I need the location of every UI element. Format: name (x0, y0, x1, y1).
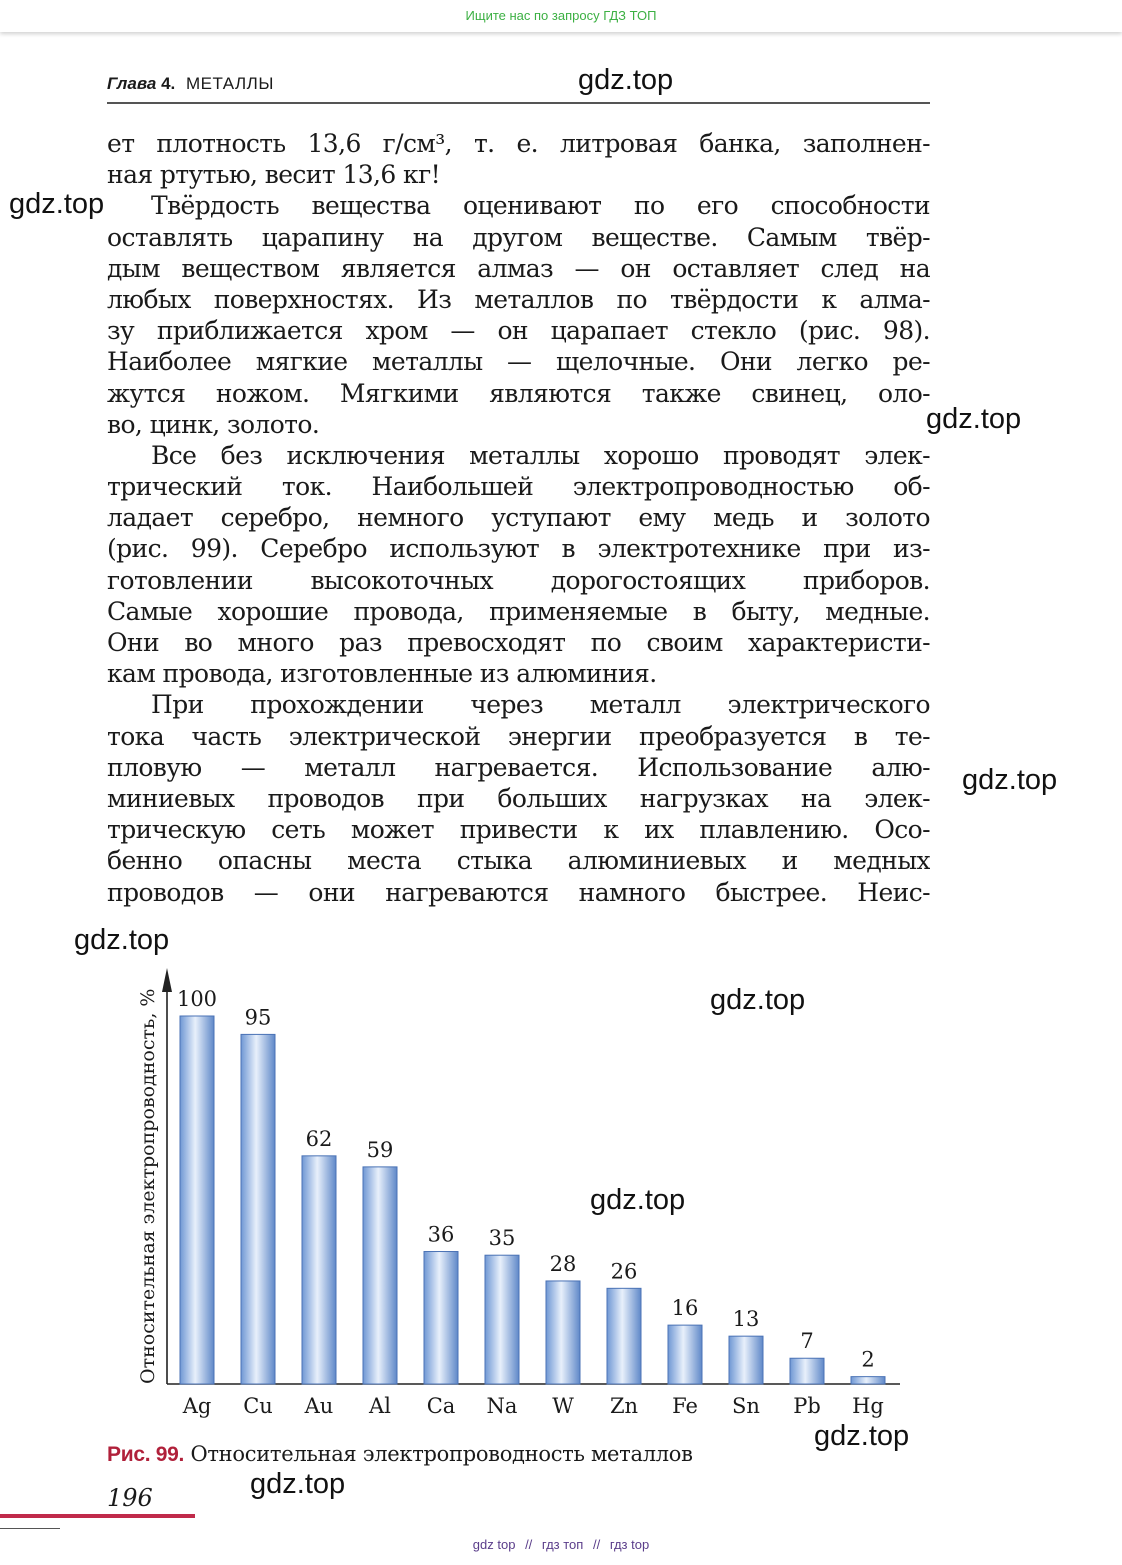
y-axis-arrow (162, 968, 172, 992)
footer-item: гдз top (609, 1537, 650, 1552)
page-number-rule (0, 1514, 195, 1518)
data-label-w: 28 (549, 1251, 577, 1276)
text-line: пловую — металл нагревается. Использование алю- (107, 752, 930, 782)
tick-label-ag: Ag (182, 1394, 212, 1418)
text-line: любых поверхностях. Из металлов по твёрдости к алма- (107, 284, 930, 314)
data-label-fe: 16 (671, 1296, 699, 1321)
bar-fe (668, 1325, 702, 1384)
data-label-al: 59 (366, 1137, 394, 1162)
text-line: Наиболее мягкие металлы — щелочные. Они легко ре- (107, 347, 930, 377)
figure-caption-text: Относительная электропроводность металлов (190, 1442, 693, 1466)
figure-label: Рис. 99. (107, 1443, 185, 1466)
text-line: готовлении высокоточных дорогостоящих приборов. (107, 565, 930, 595)
text-line: Самые хорошие провода, применяемые в быту, медные. (107, 596, 930, 626)
data-label-sn: 13 (732, 1307, 760, 1332)
tick-label-hg: Hg (852, 1394, 884, 1418)
figure-caption (107, 1442, 693, 1467)
watermark: gdz.top (962, 764, 1058, 796)
conductivity-bar-chart (130, 960, 910, 1420)
bar-cu (241, 1034, 275, 1384)
data-label-au: 62 (305, 1126, 333, 1151)
text-line: кам провода, изготовленные из алюминия. (107, 659, 657, 689)
watermark: gdz.top (578, 64, 674, 96)
text-line: Они во много раз превосходят по своим характеристи- (107, 628, 930, 657)
text-line: При прохождении через металл электрического (151, 690, 930, 720)
y-axis-label: Относительная электропроводность, % (137, 988, 159, 1384)
body-text (107, 128, 930, 908)
tick-label-zn: Zn (609, 1394, 639, 1418)
watermark: gdz.top (9, 188, 105, 220)
text-line: трический ток. Наибольшей электропроводностью об- (107, 472, 930, 502)
footer-item: gdz top (472, 1537, 516, 1552)
bar-w (546, 1281, 580, 1384)
text-line: Твёрдость вещества оценивают по его способности (151, 191, 930, 221)
page-number-rule-thin (0, 1528, 60, 1529)
text-line: ладает серебро, немного уступают ему медь и золото (107, 503, 930, 533)
text-line: ет плотность 13,6 г/см³, т. е. литровая банка, заполнен- (107, 129, 930, 158)
text-line: зу приближается хром — он царапает стекло (рис. 98). (107, 316, 930, 346)
chapter-label: Глава (107, 74, 157, 93)
bar-ag (180, 1016, 214, 1384)
text-line: дым веществом является алмаз — он оставляет след на (107, 253, 930, 283)
text-line: тока часть электрической энергии преобразуется в те- (107, 721, 930, 751)
tick-label-pb: Pb (793, 1394, 821, 1418)
tick-label-sn: Sn (732, 1394, 760, 1418)
text-line: ная ртутью, весит 13,6 кг! (107, 160, 441, 190)
text-line: Все без исключения металлы хорошо проводят элек- (151, 440, 930, 470)
bar-na (485, 1255, 519, 1384)
text-line: во, цинк, золото. (107, 409, 320, 439)
footer (0, 1537, 1122, 1552)
page-number: 196 (107, 1484, 153, 1512)
bar-ca (424, 1252, 458, 1384)
data-label-zn: 26 (610, 1259, 638, 1284)
data-label-pb: 7 (800, 1329, 814, 1354)
bar-au (302, 1156, 336, 1384)
bar-hg (851, 1377, 885, 1384)
watermark: gdz.top (710, 984, 806, 1016)
watermark: gdz.top (250, 1468, 346, 1500)
banner-text: Ищите нас по запросу ГДЗ ТОП (465, 8, 657, 23)
tick-label-na: Na (486, 1394, 518, 1418)
tick-label-cu: Cu (243, 1394, 273, 1418)
text-line: оставлять царапину на другом веществе. Самым твёр- (107, 222, 930, 252)
chapter-header (107, 74, 930, 104)
data-label-hg: 2 (861, 1347, 875, 1372)
data-label-na: 35 (488, 1226, 516, 1251)
watermark: gdz.top (590, 1184, 686, 1216)
footer-separator: // (525, 1537, 533, 1552)
data-label-ag: 100 (176, 987, 218, 1011)
bar-pb (790, 1358, 824, 1384)
watermark: gdz.top (814, 1420, 910, 1452)
chapter-title: МЕТАЛЛЫ (185, 74, 274, 93)
text-line: жутся ножом. Мягкими являются также свинец, оло- (107, 378, 930, 408)
text-line: проводов — они нагреваются намного быстрее. Неис- (107, 877, 930, 907)
tick-label-fe: Fe (672, 1394, 698, 1418)
text-line: трическую сеть может привести к их плавлению. Осо- (107, 815, 930, 845)
bar-al (363, 1167, 397, 1384)
data-label-cu: 95 (244, 1005, 272, 1030)
text-line: (рис. 99). Серебро используют в электротехнике при из- (107, 534, 930, 564)
tick-label-ca: Ca (426, 1394, 456, 1418)
watermark: gdz.top (926, 403, 1022, 435)
text-line: бенно опасны места стыка алюминиевых и медных (107, 846, 930, 876)
tick-label-au: Au (304, 1394, 334, 1418)
chapter-number: 4. (161, 74, 176, 93)
tick-label-w: W (552, 1394, 574, 1418)
tick-label-al: Al (369, 1394, 391, 1418)
data-label-ca: 36 (427, 1222, 455, 1247)
bar-zn (607, 1288, 641, 1384)
top-banner (0, 0, 1122, 32)
bar-sn (729, 1336, 763, 1384)
footer-item: гдз топ (541, 1537, 584, 1552)
watermark: gdz.top (74, 924, 170, 956)
footer-separator: // (592, 1537, 601, 1552)
text-line: миниевых проводов при больших нагрузках на элек- (107, 783, 930, 813)
